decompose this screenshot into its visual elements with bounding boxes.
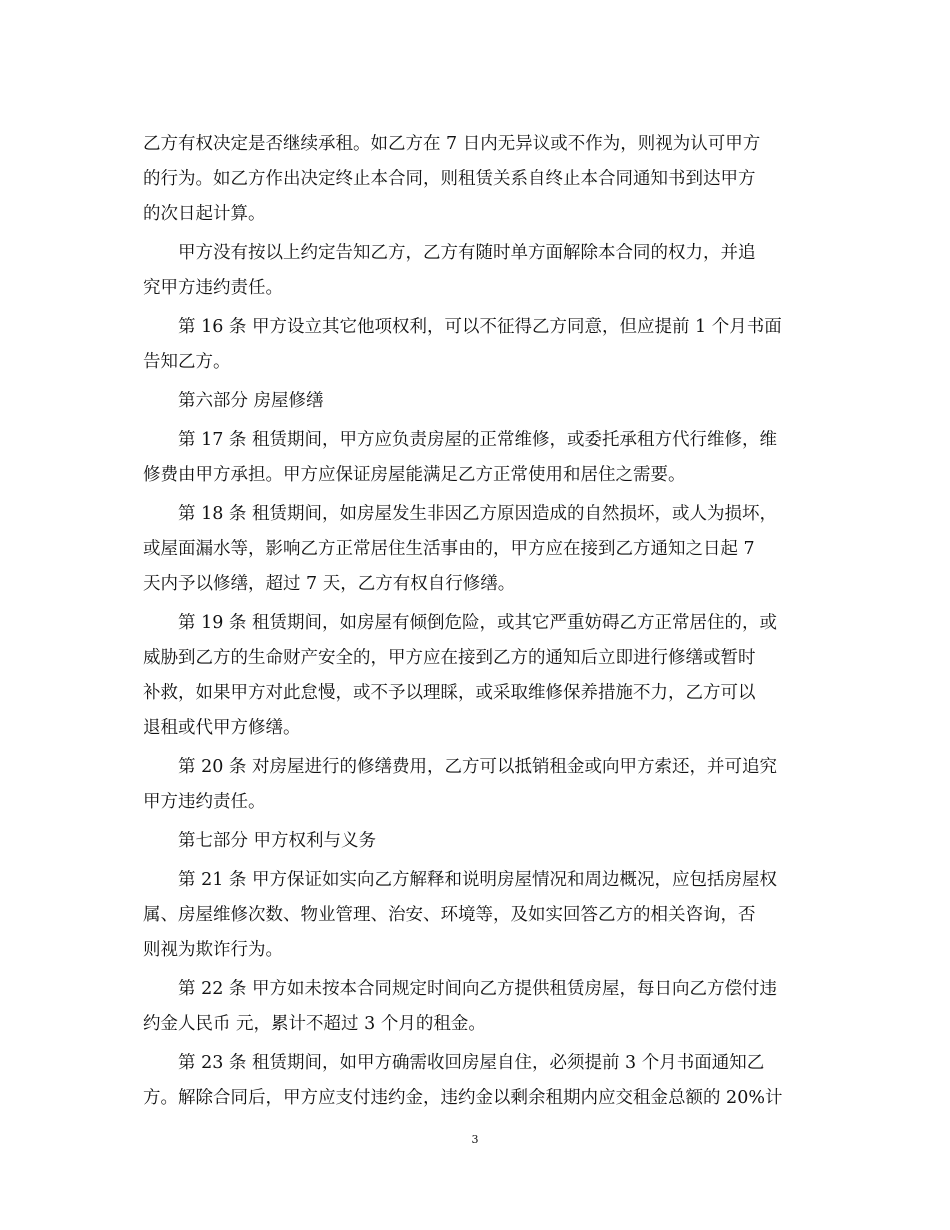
paragraph-line: 甲方违约责任。 xyxy=(143,792,266,812)
paragraph-line: 第 18 条 租赁期间，如房屋发生非因乙方原因造成的自然损坏，或人为损坏， xyxy=(178,504,777,524)
paragraph-line: 第 19 条 租赁期间，如房屋有倾倒危险，或其它严重妨碍乙方正常居住的，或 xyxy=(178,613,777,633)
paragraph-line: 退租或代甲方修缮。 xyxy=(143,718,301,738)
paragraph-line: 方。解除合同后，甲方应支付违约金，违约金以剩余租期内应交租金总额的 20%计 xyxy=(143,1088,783,1108)
paragraph-line: 乙方有权决定是否继续承租。如乙方在 7 日内无异议或不作为，则视为认可甲方 xyxy=(143,134,761,154)
paragraph-line: 修费由甲方承担。甲方应保证房屋能满足乙方正常使用和居住之需要。 xyxy=(143,465,686,485)
paragraph-line: 则视为欺诈行为。 xyxy=(143,940,283,960)
paragraph-line: 属、房屋维修次数、物业管理、治安、环境等，及如实回答乙方的相关咨询，否 xyxy=(143,905,756,925)
paragraph-line: 究甲方违约责任。 xyxy=(143,278,283,298)
paragraph-line: 补救，如果甲方对此怠慢，或不予以理睬，或采取维修保养措施不力，乙方可以 xyxy=(143,683,756,703)
section-heading: 第六部分 房屋修缮 xyxy=(178,391,324,411)
paragraph-line: 告知乙方。 xyxy=(143,352,231,372)
paragraph-line: 第 20 条 对房屋进行的修缮费用，乙方可以抵销租金或向甲方索还，并可追究 xyxy=(178,757,777,777)
paragraph-line: 甲方没有按以上约定告知乙方，乙方有随时单方面解除本合同的权力，并追 xyxy=(178,243,756,263)
paragraph-line: 第 23 条 租赁期间，如甲方确需收回房屋自住，必须提前 3 个月书面通知乙 xyxy=(178,1053,765,1073)
paragraph-line: 第 17 条 租赁期间，甲方应负责房屋的正常维修，或委托承租方代行维修，维 xyxy=(178,430,777,450)
paragraph-line: 天内予以修缮，超过 7 天，乙方有权自行修缮。 xyxy=(143,574,516,594)
paragraph-line: 或屋面漏水等，影响乙方正常居住生活事由的，甲方应在接到乙方通知之日起 7 xyxy=(143,539,755,559)
section-heading: 第七部分 甲方权利与义务 xyxy=(178,831,377,851)
paragraph-line: 第 21 条 甲方保证如实向乙方解释和说明房屋情况和周边概况，应包括房屋权 xyxy=(178,870,777,890)
paragraph-line: 第 16 条 甲方设立其它他项权利，可以不征得乙方同意，但应提前 1 个月书面 xyxy=(178,317,782,337)
paragraph-line: 第 22 条 甲方如未按本合同规定时间向乙方提供租赁房屋，每日向乙方偿付违 xyxy=(178,979,777,999)
paragraph-line: 的行为。如乙方作出决定终止本合同，则租赁关系自终止本合同通知书到达甲方 xyxy=(143,169,756,189)
paragraph-line: 约金人民币 元，累计不超过 3 个月的租金。 xyxy=(143,1014,486,1034)
page-number: 3 xyxy=(471,1133,479,1146)
paragraph-line: 的次日起计算。 xyxy=(143,204,266,224)
paragraph-line: 威胁到乙方的生命财产安全的，甲方应在接到乙方的通知后立即进行修缮或暂时 xyxy=(143,648,756,668)
